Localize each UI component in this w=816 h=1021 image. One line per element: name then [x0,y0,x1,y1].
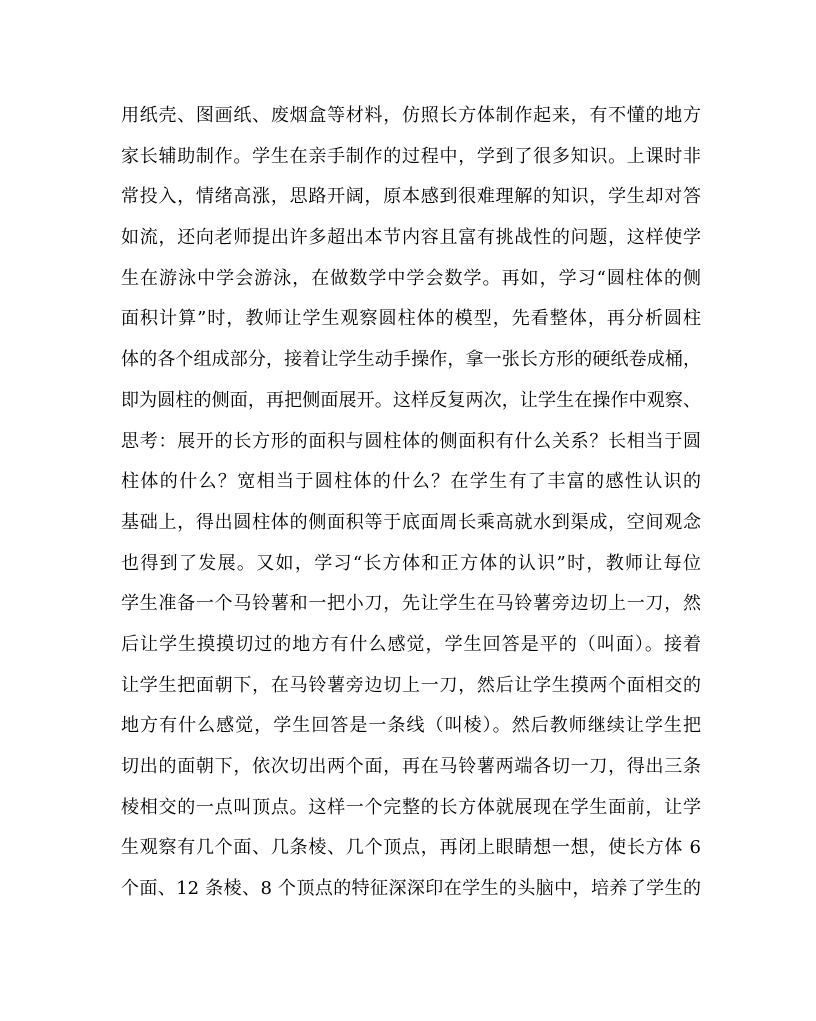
text-line: 如流，还向老师提出许多超出本节内容且富有挑战性的问题，这样使学 [121,227,701,249]
text-line: 柱体的什么？宽相当于圆柱体的什么？在学生有了丰富的感性认识的 [121,471,701,493]
text-line: 生观察有几个面、几条棱、几个顶点，再闭上眼睛想一想，使长方体 6 [121,837,701,859]
text-line: 思考：展开的长方形的面积与圆柱体的侧面积有什么关系？长相当于圆 [121,430,701,452]
text-line: 后让学生摸摸切过的地方有什么感觉，学生回答是平的（叫面）。接着 [121,633,701,655]
text-line: 即为圆柱的侧面，再把侧面展开。这样反复两次，让学生在操作中观察、 [121,389,701,411]
text-line: 切出的面朝下，依次切出两个面，再在马铃薯两端各切一刀，得出三条 [121,756,701,777]
text-line: 个面、12 条棱、8 个顶点的特征深深印在学生的头脑中，培养了学生的 [121,878,701,900]
text-line: 让学生把面朝下，在马铃薯旁边切上一刀，然后让学生摸两个面相交的 [121,674,701,696]
text-line: 家长辅助制作。学生在亲手制作的过程中，学到了很多知识。上课时非 [121,145,701,167]
text-line: 面积计算”时，教师让学生观察圆柱体的模型，先看整体，再分析圆柱 [121,308,701,330]
text-line: 地方有什么感觉，学生回答是一条线（叫棱）。然后教师继续让学生把 [121,715,701,737]
text-line: 常投入，情绪高涨，思路开阔，原本感到很难理解的知识，学生却对答 [121,186,701,208]
body-paragraph [121,96,701,910]
text-line: 也得到了发展。又如，学习“长方体和正方体的认识”时，教师让每位 [121,552,701,574]
text-line: 棱相交的一点叫顶点。这样一个完整的长方体就展现在学生面前，让学 [121,796,701,818]
text-line: 体的各个组成部分，接着让学生动手操作，拿一张长方形的硬纸卷成桶， [121,349,701,371]
text-line: 基础上，得出圆柱体的侧面积等于底面周长乘高就水到渠成，空间观念 [121,511,701,533]
text-line: 学生准备一个马铃薯和一把小刀，先让学生在马铃薯旁边切上一刀，然 [121,593,701,615]
text-line: 用纸壳、图画纸、废烟盒等材料，仿照长方体制作起来，有不懂的地方 [121,105,701,126]
text-line: 生在游泳中学会游泳，在做数学中学会数学。再如，学习“圆柱体的侧 [121,267,701,289]
